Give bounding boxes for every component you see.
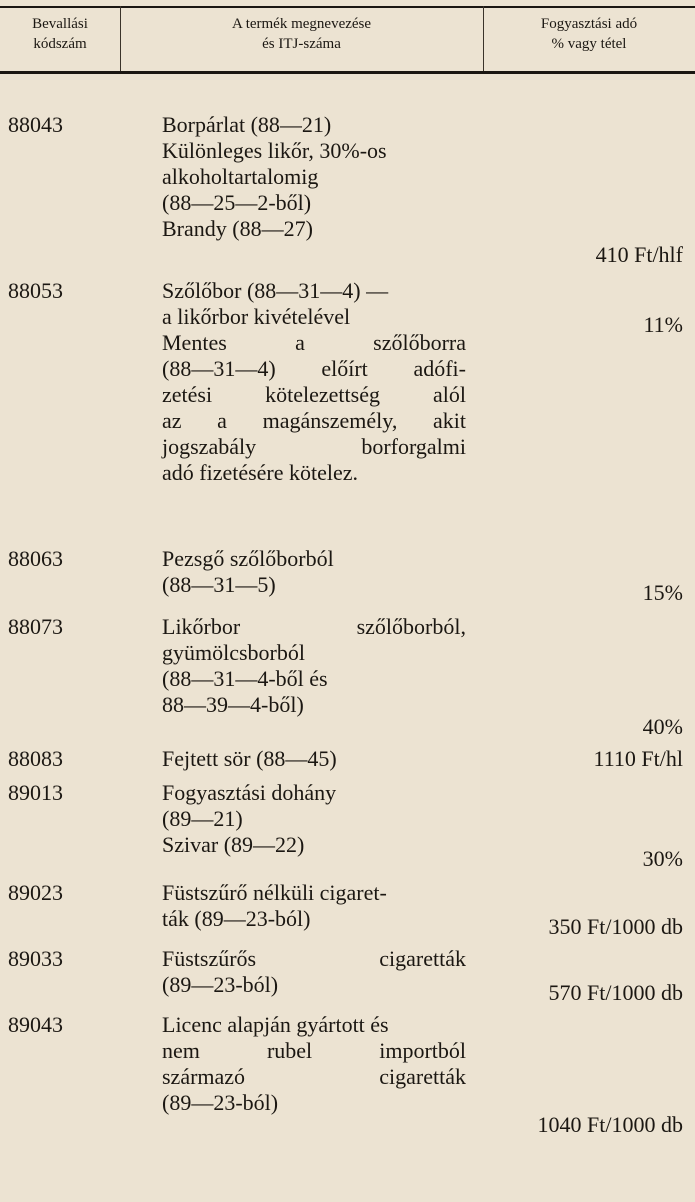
row-code: 88073 <box>8 614 63 639</box>
header-code: Bevallási kódszám <box>32 16 88 52</box>
row-rate: 15% <box>642 580 683 605</box>
row-description: Borpárlat (88—21) Különleges likőr, 30%-os alkoholtartalomig (88—25—2-ből) Brandy (88—27) <box>162 112 387 241</box>
table-top-rule <box>0 6 695 8</box>
header-product: A termék megnevezése és ITJ-száma <box>231 16 372 52</box>
row-code: 89013 <box>8 780 63 805</box>
row-description: Szőlőbor (88—31—4) — a likőrbor kivételével Mentes a szőlőborra (88—31—4) előírt adófi- zetési kötelezettség alól az a magánszemély, akit jogszabály borforgalmi adó fizetésére kötelez. <box>162 278 466 485</box>
row-code: 88083 <box>8 746 63 771</box>
row-code: 89043 <box>8 1012 63 1037</box>
row-rate: 350 Ft/1000 db <box>548 914 683 939</box>
header-bottom-rule <box>0 71 695 74</box>
row-rate: 30% <box>642 846 683 871</box>
row-rate: 1110 Ft/hl <box>593 746 683 771</box>
row-description: Fogyasztási dohány (89—21) Szivar (89—22) <box>162 780 337 857</box>
row-description: Füstszűrő nélküli cigaret- ták (89—23-ból) <box>162 880 387 931</box>
row-description: Füstszűrős cigaretták (89—23-ból) <box>162 946 466 997</box>
row-description: Likőrbor szőlőborból, gyümölcsborból (88—31—4-ből és 88—39—4-ből) <box>162 614 466 717</box>
row-description: Fejtett sör (88—45) <box>162 746 337 771</box>
row-rate: 410 Ft/hlf <box>595 242 683 267</box>
row-rate: 570 Ft/1000 db <box>548 980 683 1005</box>
row-code: 89033 <box>8 946 63 971</box>
row-rate: 40% <box>642 714 683 739</box>
row-code: 89023 <box>8 880 63 905</box>
row-code: 88053 <box>8 278 63 303</box>
row-rate: 11% <box>643 312 683 337</box>
row-code: 88043 <box>8 112 63 137</box>
row-code: 88063 <box>8 546 63 571</box>
row-rate: 1040 Ft/1000 db <box>537 1112 683 1137</box>
row-description: Pezsgő szőlőborból (88—31—5) <box>162 546 334 597</box>
header-tax: Fogyasztási adó % vagy tétel <box>540 16 638 52</box>
row-description: Licenc alapján gyártott és nem rubel importból származó cigaretták (89—23-ból) <box>162 1012 466 1115</box>
